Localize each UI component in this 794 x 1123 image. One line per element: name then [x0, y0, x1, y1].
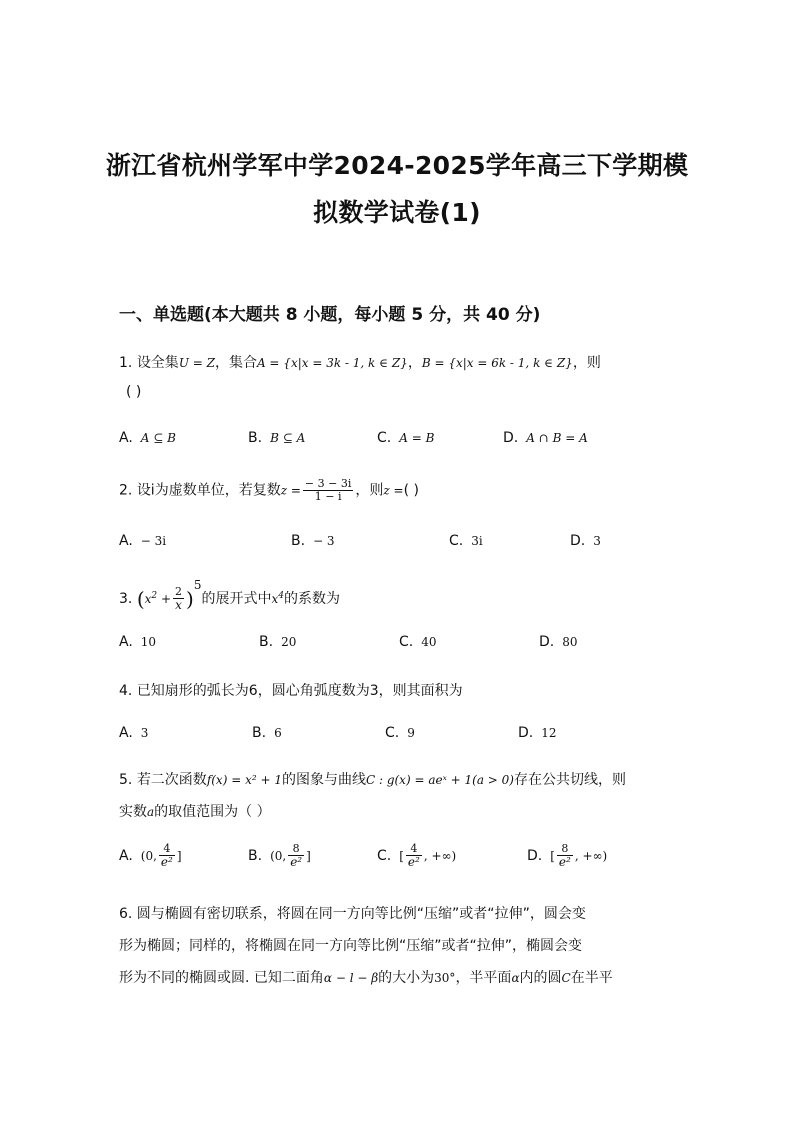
question-number: 4. [119, 683, 133, 699]
option-a: A. 3 [119, 725, 149, 741]
answer-paren: ( ) [126, 384, 142, 400]
option-c: C. 3i [449, 533, 483, 549]
math-expression: $x^4$ [271, 591, 284, 606]
question-6-line-1: 6. 圆与椭圆有密切联系，将圆在同一方向等比例“压缩”或者“拉伸”，圆会变 [119, 906, 586, 922]
question-text: 实数 [119, 804, 147, 820]
question-text: 在半平 [570, 970, 613, 986]
question-number: 5. [119, 772, 133, 788]
math-expression: α − l − β [323, 971, 379, 985]
question-4-stem [119, 680, 463, 700]
question-text: 已知扇形的弧长为6，圆心角弧度数为3，则其面积为 [136, 683, 463, 699]
question-text: 的取值范围为（ ） [154, 804, 271, 820]
question-text: 设全集 [136, 355, 179, 371]
left-paren: ( [136, 587, 145, 611]
math-expression: 30° [434, 971, 456, 985]
math-expression: U = Z [178, 356, 215, 370]
question-text: ，则 [572, 355, 601, 371]
fraction: $\frac{- 3 - 3i}{1 - i}$ [304, 477, 352, 504]
question-6-line-3 [119, 967, 613, 987]
math-expression: z = [280, 483, 301, 498]
option-d: D. 80 [539, 634, 578, 650]
question-5-stem-line-2 [119, 801, 271, 821]
option-b: B. 6 [252, 725, 282, 741]
option-a: A. A ⊆ B [119, 430, 176, 446]
page-title-line-1: 浙江省杭州学军中学2024-2025学年高三下学期模 [105, 151, 689, 180]
math-expression: z = [383, 483, 404, 498]
right-paren: ) [186, 587, 194, 611]
question-text: 形为不同的椭圆或圆. 已知二面角 [119, 970, 324, 986]
math-expression: C : g(x) = aeˣ + 1(a > 0) [365, 773, 514, 787]
option-b: B. − 3 [291, 533, 335, 549]
question-number: 1. [119, 355, 133, 371]
question-text: ， [407, 355, 422, 371]
fraction: $\frac{2}{x}$ [175, 584, 183, 612]
question-6-line-2: 形为椭圆；同样的，将椭圆在同一方向等比例“压缩”或者“拉伸”，椭圆会变 [119, 938, 583, 954]
question-text: 的系数为 [284, 591, 340, 607]
question-text: 的展开式中 [201, 591, 272, 607]
option-a: A. (0, $\frac{4}{\text{e²}}$ ] [119, 842, 182, 870]
question-text: 的图象与曲线 [281, 772, 366, 788]
option-a: A. − 3i [119, 533, 167, 549]
question-text: 设i为虚数单位，若复数 [136, 482, 281, 499]
math-expression: B = {x|x = 6k - 1, k ∈ Z} [421, 356, 573, 370]
question-text: 内的圆 [519, 970, 562, 986]
option-d: D. [ $\frac{8}{\text{e²}}$ , +∞) [527, 842, 608, 870]
option-b: B. 20 [259, 634, 297, 650]
math-expression: C [561, 971, 571, 985]
option-c: C. A = B [377, 430, 435, 446]
question-text: ，半平面 [455, 970, 512, 986]
option-c: C. 9 [385, 725, 415, 741]
answer-paren: ( ) [403, 482, 419, 499]
question-text: 存在公共切线，则 [514, 772, 626, 788]
question-text: 的大小为 [378, 970, 435, 986]
option-d: D. 12 [518, 725, 557, 741]
option-c: C. 40 [399, 634, 437, 650]
option-d: D. 3 [570, 533, 601, 549]
question-1-stem [119, 352, 601, 372]
math-expression: α [511, 971, 520, 985]
math-expression: a [147, 805, 155, 819]
math-expression: $x^2$ + [144, 591, 172, 606]
question-text: ，则 [355, 482, 384, 499]
question-2-stem [119, 478, 419, 503]
question-text: ，集合 [214, 355, 257, 371]
math-expression: f(x) = x² + 1 [206, 773, 282, 787]
section-heading: 一、单选题(本大题共 8 小题，每小题 5 分，共 40 分) [119, 305, 541, 325]
math-expression: A = {x|x = 3k - 1, k ∈ Z} [256, 356, 408, 370]
option-d: D. A ∩ B = A [503, 430, 588, 446]
exponent: 5 [193, 578, 202, 592]
option-b: B. B ⊆ A [248, 430, 306, 446]
question-text: 若二次函数 [136, 772, 207, 788]
question-5-stem [119, 769, 626, 789]
option-a: A. 10 [119, 634, 157, 650]
option-b: B. (0, $\frac{8}{\text{e²}}$ ] [248, 842, 311, 870]
option-c: C. [ $\frac{4}{\text{e²}}$ , +∞) [377, 842, 457, 870]
question-number: 3. [119, 591, 133, 607]
question-3-stem [119, 578, 340, 612]
question-number: 2. [119, 482, 133, 499]
page-title-line-2: 拟数学试卷(1) [313, 198, 481, 227]
